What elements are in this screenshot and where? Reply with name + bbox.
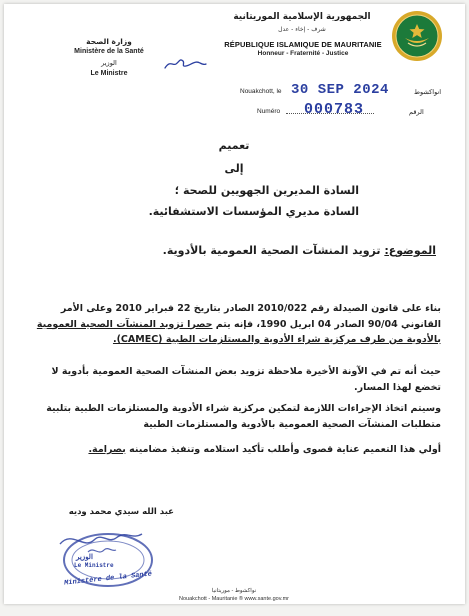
ministry-fr: Ministère de la Santé bbox=[74, 48, 144, 55]
date-stamp: 30 SEP 2024 bbox=[291, 82, 389, 98]
stamp-ministry: Ministère de la Santé bbox=[63, 570, 153, 588]
to-label: إلى bbox=[224, 162, 244, 175]
handwritten-initials-icon bbox=[162, 54, 208, 74]
minister-fr: Le Ministre bbox=[90, 70, 128, 77]
place-label: Nouakchott, le bbox=[240, 88, 282, 95]
body-paragraph-1 bbox=[29, 301, 441, 348]
paragraph-1-line-2a: القانوني 90/04 الصادر 04 ابريل 1990، فإنه يتم bbox=[215, 318, 441, 330]
stamp-minister-ar: الوزير bbox=[76, 554, 93, 562]
paragraph-1-line-2 bbox=[29, 317, 441, 333]
signatory-name: عبد الله سيدي محمد وديه bbox=[68, 507, 174, 517]
number-label: Numéro bbox=[257, 108, 281, 115]
paragraph-1-line-1: بناء على قانون الصيدلة رقم 2010/022 الصادر بتاريخ 22 فبراير 2010 وعلى الأمر bbox=[60, 303, 441, 314]
number-stamp: 000783 bbox=[304, 101, 365, 118]
recipient-2: السادة مديري المؤسسات الاستشفائية. bbox=[148, 205, 359, 218]
footer-line: Nouakchott - Mauritanie ® www.sante.gov.mr bbox=[178, 596, 290, 602]
body-paragraph-3 bbox=[29, 401, 441, 432]
number-ar-label: الرقم bbox=[409, 109, 424, 116]
paragraph-3-line-2: متطلبات المنشآت الصحية العمومية بالأدوية والمستلزمات الطبية bbox=[143, 418, 441, 430]
republic-title-fr: RÉPUBLIQUE ISLAMIQUE DE MAURITANIE bbox=[224, 40, 382, 49]
subject-label: الموضوع: bbox=[384, 244, 436, 257]
national-seal-icon bbox=[391, 10, 443, 62]
doc-type-title: تعميم bbox=[218, 139, 250, 152]
subject-line bbox=[144, 244, 436, 257]
paragraph-1-line-3: بالأدوية من طرف مركزية شراء الأدوية والمستلزمات الطبية (CAMEC). bbox=[112, 334, 441, 345]
motto-fr: Honneur - Fraternité - Justice bbox=[257, 50, 349, 57]
republic-title-ar: الجمهورية الإسلامية الموريتانية bbox=[233, 12, 371, 22]
paragraph-4-text: أولي هذا التعميم عناية قصوى وأطلب تأكيد استلامه وتنفيذ مضامينه bbox=[129, 444, 441, 455]
paragraph-2-line-1: حيث أنه تم في الآونة الأخيرة ملاحظة تزويد بعض المنشآت الصحية العمومية بأدوية لا bbox=[51, 366, 441, 377]
motto-ar: شرف - إخاء - عدل bbox=[278, 26, 326, 33]
paragraph-3-line-1: وسيتم اتخاذ الإجراءات اللازمة لتمكين مركزية شراء الأدوية والمستلزمات الطبية بتلبية bbox=[46, 403, 441, 414]
minister-ar: الوزير bbox=[101, 59, 117, 67]
body-paragraph-2 bbox=[29, 364, 441, 395]
paragraph-4-emphasis: بصرامة. bbox=[88, 444, 126, 455]
footer-city-ar: نواكشوط - موريتانيا bbox=[211, 588, 257, 594]
body-paragraph-4 bbox=[29, 442, 441, 458]
ministry-ar: وزارة الصحة bbox=[86, 37, 132, 46]
stamp-minister-fr: Le Ministre bbox=[74, 562, 114, 569]
subject-text: تزويد المنشآت الصحية العمومية بالأدوية. bbox=[162, 244, 381, 257]
date-ar-label: انواكشوط bbox=[414, 89, 442, 96]
paragraph-2-line-2: تخضع لهذا المسار. bbox=[354, 381, 441, 393]
recipient-1: السادة المديرين الجهويين للصحة ؛ bbox=[174, 184, 359, 197]
paragraph-1-line-2b: حصرا تزويد المنشآت الصحية العمومية bbox=[36, 318, 213, 330]
document-page bbox=[4, 4, 465, 604]
